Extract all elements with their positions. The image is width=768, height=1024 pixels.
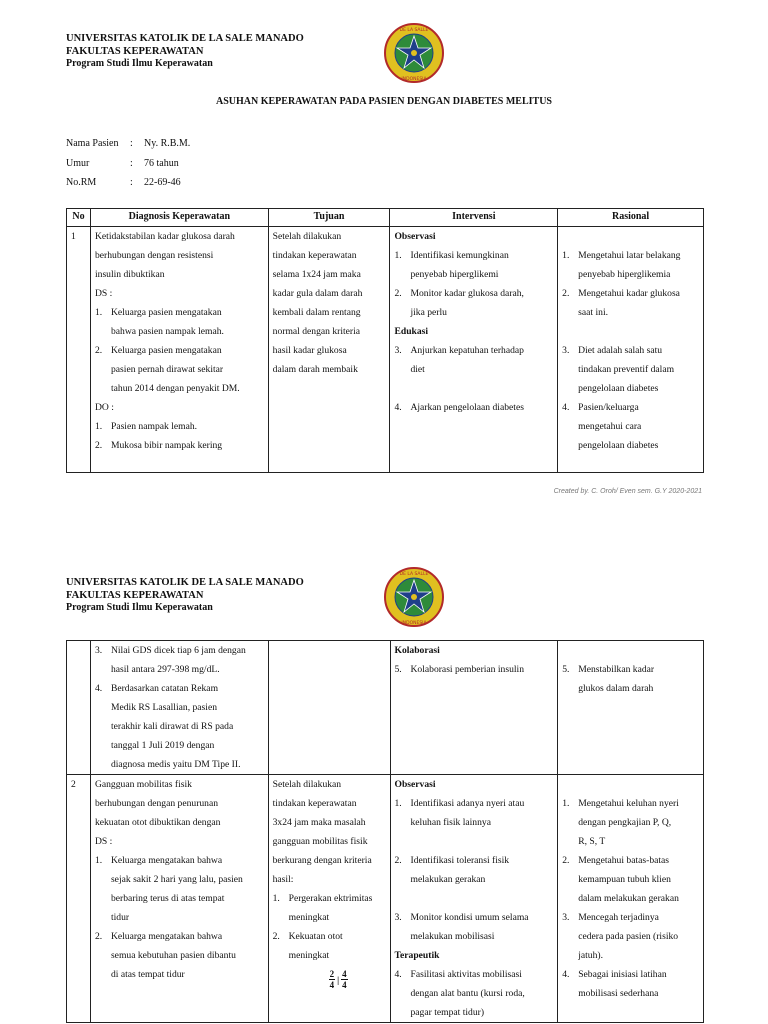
list-item: 2. Mengetahui batas-batas kemampuan tubuh klien dalam melakukan gerakan <box>562 855 679 904</box>
list-item: 2. Identifikasi toleransi fisik melakukan gerakan <box>394 855 510 885</box>
faculty-name: FAKULTAS KEPERAWATAN <box>66 45 204 57</box>
ds-label: DS : <box>94 836 113 847</box>
rationale-cell <box>558 775 704 1023</box>
list-item: 1. Mengetahui latar belakang penyebab hiperglikemia <box>562 250 681 280</box>
list-item: 2. Kekuatan otot meningkat <box>272 931 343 961</box>
intervention-cell <box>390 227 558 473</box>
rationale-cell <box>558 641 704 775</box>
list-item: 1. Keluarga mengatakan bahwa sejak sakit 2 hari yang lalu, pasien berbaring terus di atas tempat tidur <box>94 855 243 923</box>
table-row <box>67 227 704 473</box>
list-item: 3. Monitor kondisi umum selama melakukan mobilisasi <box>394 912 529 942</box>
ds-label: DS : <box>94 288 113 299</box>
list-item: 3. Diet adalah salah satu tindakan preventif dalam pengelolaan diabetes <box>562 345 675 394</box>
list-item: 4. Pasien/keluarga mengetahui cara pengelolaan diabetes <box>562 402 659 451</box>
table-row <box>67 641 704 775</box>
medical-record-number: 22-69-46 <box>144 177 181 188</box>
muscle-strength-score: 2 4 | 4 4 <box>329 969 347 990</box>
care-plan-table-page1 <box>66 208 704 473</box>
svg-text:DE LA SALLE: DE LA SALLE <box>399 28 429 33</box>
university-logo <box>383 566 445 628</box>
list-item: 3. Anjurkan kepatuhan terhadap diet <box>394 345 524 375</box>
letterhead <box>66 577 304 615</box>
list-item: 5. Menstabilkan kadar glukos dalam darah <box>562 664 655 694</box>
page-footer: Created by. C. Oroh/ Even sem. G.Y 2020-2021 <box>553 488 702 495</box>
header-intervention: Intervensi <box>390 209 558 227</box>
diagnosis-cell: Gangguan mobilitas fisik berhubungan dengan penurunan kekuatan otot dibuktikan dengan DS : 1. Keluarga mengatakan bahwa sejak sakit 2 hari yang lalu, pasien berbaring terus di atas tempat tidur 2. Keluarga mengatakan bahwa semua kebutuhan pasien dibantu di atas tempat tidur <box>90 775 268 1023</box>
list-item: 3. Nilai GDS dicek tiap 6 jam dengan hasil antara 297-398 mg/dL. <box>94 645 246 675</box>
medical-record-label: No.RM <box>66 177 97 188</box>
row-number <box>67 641 91 775</box>
patient-age-label: Umur <box>66 157 90 169</box>
list-item: 1. Pasien nampak lemah. <box>94 421 198 432</box>
diagnosis-cell <box>90 641 268 775</box>
list-item: 1. Identifikasi kemungkinan penyebab hiperglikemi <box>394 250 509 280</box>
list-item: 4. Fasilitasi aktivitas mobilisasi dengan alat bantu (kursi roda, pagar tempat tidur) <box>394 969 525 1018</box>
svg-text:INDONESIA: INDONESIA <box>401 621 427 626</box>
list-item: 2. Monitor kadar glukosa darah, jika perlu <box>394 288 524 318</box>
list-item: 4. Ajarkan pengelolaan diabetes <box>394 402 524 413</box>
list-item: 2. Mengetahui kadar glukosa saat ini. <box>562 288 680 318</box>
header-rationale: Rasional <box>558 209 704 227</box>
university-name: UNIVERSITAS KATOLIK DE LA SALE MANADO <box>66 33 304 44</box>
header-diagnosis: Diagnosis Keperawatan <box>90 209 268 227</box>
list-item: 2. Keluarga pasien mengatakan pasien pernah dirawat sekitar tahun 2014 dengan penyakit DM. <box>94 345 240 394</box>
university-logo <box>383 22 445 84</box>
list-item: 2. Mukosa bibir nampak kering <box>94 440 223 451</box>
list-item: 5. Kolaborasi pemberian insulin <box>394 664 524 675</box>
care-plan-table-page2 <box>66 640 704 1023</box>
education-label: Edukasi <box>394 326 429 337</box>
list-item: 1. Keluarga pasien mengatakan bahwa pasien nampak lemah. <box>94 307 224 337</box>
list-item: 4. Berdasarkan catatan Rekam Medik RS Lasallian, pasien terakhir kali dirawat di RS pada tanggal 1 Juli 2019 dengan diagnosa medis yaitu DM Tipe II. <box>94 683 241 770</box>
therapeutic-label: Terapeutik <box>394 950 440 961</box>
patient-info: Nama Pasien : Ny. R.B.M. Umur : 76 tahun No.RM : 22-69-46 <box>66 134 190 193</box>
program-name: Program Studi Ilmu Keperawatan <box>66 58 213 69</box>
table-header-row <box>67 209 704 227</box>
list-item: 1. Mengetahui keluhan nyeri dengan pengkajian P, Q, R, S, T <box>562 798 679 847</box>
list-item: 2. Keluarga mengatakan bahwa semua kebutuhan pasien dibantu di atas tempat tidur <box>94 931 236 980</box>
rationale-cell <box>558 227 704 473</box>
row-number: 1 <box>67 227 91 473</box>
list-item: 1. Identifikasi adanya nyeri atau keluhan fisik lainnya <box>394 798 525 828</box>
faculty-name: FAKULTAS KEPERAWATAN <box>66 589 204 601</box>
collaboration-label: Kolaborasi <box>394 645 440 656</box>
patient-age: 76 tahun <box>144 157 179 169</box>
list-item: 4. Sebagai inisiasi latihan mobilisasi sederhana <box>562 969 667 999</box>
goal-cell: Setelah dilakukan tindakan keperawatan selama 1x24 jam maka kadar gula dalam darah kembali dalam rentang normal dengan kriteria hasil kadar glukosa dalam darah membaik <box>268 227 390 473</box>
list-item: 3. Mencegah terjadinya cedera pada pasien (risiko jatuh). <box>562 912 679 961</box>
row-number: 2 <box>67 775 91 1023</box>
intervention-cell <box>390 641 558 775</box>
svg-text:INDONESIA: INDONESIA <box>401 77 427 82</box>
goal-cell: Setelah dilakukan tindakan keperawatan 3x24 jam maka masalah gangguan mobilitas fisik berkurang dengan kriteria hasil: 1. Pergerakan ektrimitas meningkat 2. Kekuatan otot meningkat 2 4 | 4 4 <box>268 775 390 1023</box>
do-label: DO : <box>94 402 114 413</box>
university-name: UNIVERSITAS KATOLIK DE LA SALE MANADO <box>66 577 304 588</box>
list-item: 1. Pergerakan ektrimitas meningkat <box>272 893 373 923</box>
goal-cell <box>268 641 390 775</box>
patient-name: Ny. R.B.M. <box>144 138 191 149</box>
letterhead <box>66 33 304 71</box>
document-title: ASUHAN KEPERAWATAN PADA PASIEN DENGAN DIABETES MELITUS <box>216 96 552 107</box>
observation-label: Observasi <box>394 779 436 790</box>
diagnosis-cell: Ketidakstabilan kadar glukosa darah berhubungan dengan resistensi insulin dibuktikan DS : 1. Keluarga pasien mengatakan bahwa pasien nampak lemah. 2. Keluarga pasien mengatakan pasien pernah dirawat sekitar tahun 2014 dengan penyakit DM. DO : 1. Pasien nampak lemah. 2. Mukosa bibir nampak kering <box>90 227 268 473</box>
header-goal: Tujuan <box>268 209 390 227</box>
header-no: No <box>67 209 91 227</box>
observation-label: Observasi <box>394 231 436 242</box>
intervention-cell <box>390 775 558 1023</box>
program-name: Program Studi Ilmu Keperawatan <box>66 602 213 613</box>
svg-text:DE LA SALLE: DE LA SALLE <box>399 572 429 577</box>
patient-name-label: Nama Pasien <box>66 138 119 149</box>
table-row <box>67 775 704 1023</box>
